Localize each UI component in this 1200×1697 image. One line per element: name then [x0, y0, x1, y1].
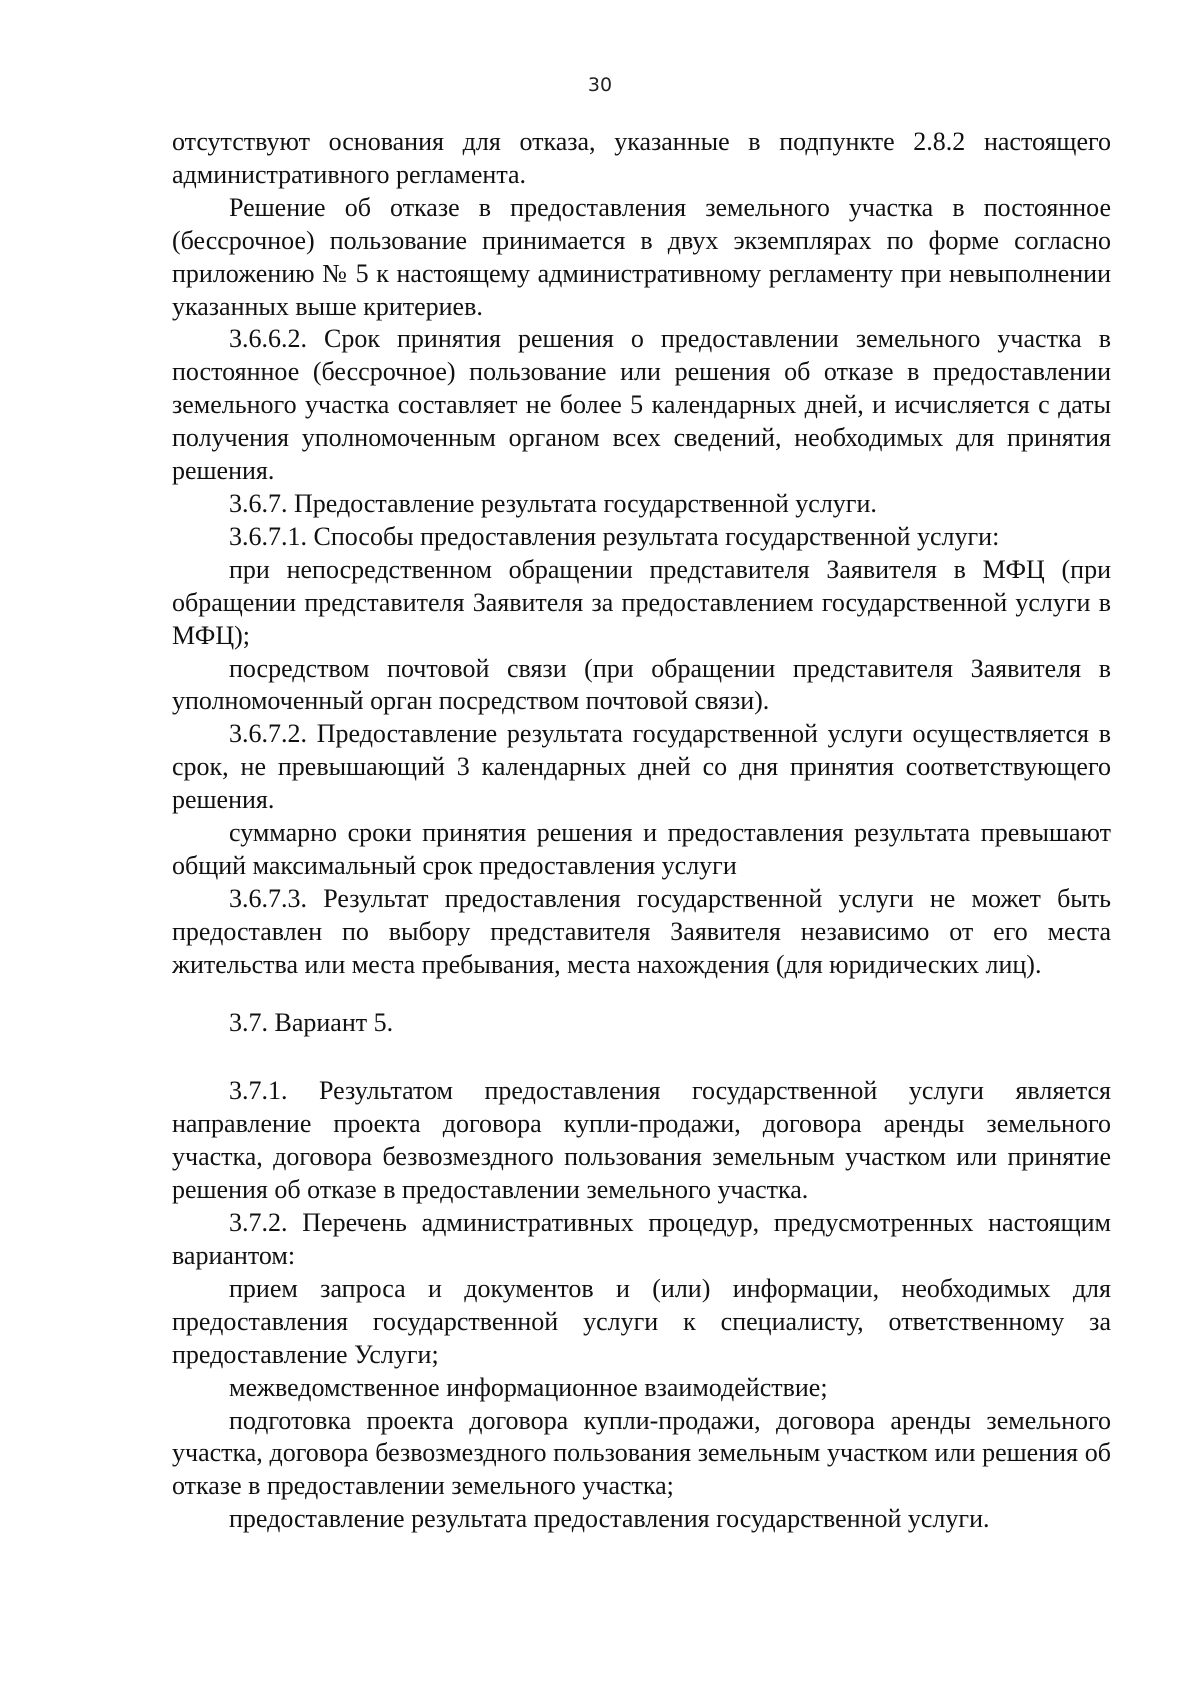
paragraph-3-7-1: 3.7.1. Результатом предоставления государственной услуги является направление проекта договора купли-продажи, договора аренды земельного участка, договора безвозмездного пользования земельным участком или принятие решения об отказе в предоставлении земельного участка.	[172, 1076, 1111, 1205]
paragraph-request-reception: прием запроса и документов и (или) информации, необходимых для предоставления государственной услуги к специалисту, ответственному за предоставление Услуги;	[172, 1273, 1111, 1369]
paragraph-total-terms: суммарно сроки принятия решения и предоставления результата превышают общий максимальный срок предоставления услуги	[172, 818, 1111, 880]
document-body	[172, 126, 1111, 1536]
paragraph-contract-preparation: подготовка проекта договора купли-продажи, договора аренды земельного участка, договора безвозмездного пользования земельным участком или решения об отказе в предоставлении земельного участка;	[172, 1405, 1111, 1501]
paragraph-3-6-6-2: 3.6.6.2. Срок принятия решения о предоставлении земельного участка в постоянное (бессрочное) пользование или решения об отказе в предоставлении земельного участка составляет не более 5 календарных дней, и исчисляется с даты получения уполномоченным органом всех сведений, необходимых для принятия решения.	[172, 324, 1111, 486]
paragraph-refusal-decision: Решение об отказе в предоставления земельного участка в постоянное (бессрочное) пользование принимается в двух экземплярах по форме согласно приложению № 5 к настоящему административному регламенту при невыполнении указанных выше критериев.	[172, 192, 1111, 321]
paragraph-3-6-7-3: 3.6.7.3. Результат предоставления государственной услуги не может быть предоставлен по выбору представителя Заявителя независимо от его места жительства или места пребывания, места нахождения (для юридических лиц).	[172, 883, 1111, 979]
paragraph-3-6-7-1: 3.6.7.1. Способы предоставления результата государственной услуги:	[229, 521, 1000, 551]
section-heading-3-7: 3.7. Вариант 5.	[229, 1007, 394, 1037]
paragraph-result-delivery: предоставление результата предоставления государственной услуги.	[229, 1504, 990, 1534]
paragraph-mfc-method: при непосредственном обращении представителя Заявителя в МФЦ (при обращении представителя Заявителя за предоставлением государственной услуги в МФЦ);	[172, 554, 1111, 650]
paragraph-3-7-2: 3.7.2. Перечень административных процедур, предусмотренных настоящим вариантом:	[172, 1208, 1111, 1270]
paragraph-interagency: межведомственное информационное взаимодействие;	[229, 1372, 828, 1402]
page-number: 30	[587, 74, 613, 96]
paragraph-3-6-7-2: 3.6.7.2. Предоставление результата государственной услуги осуществляется в срок, не превышающий 3 календарных дней со дня принятия соответствующего решения.	[172, 719, 1111, 815]
paragraph-postal-method: посредством почтовой связи (при обращении представителя Заявителя в уполномоченный орган посредством почтовой связи).	[172, 653, 1111, 716]
paragraph-continuation: отсутствуют основания для отказа, указанные в подпункте 2.8.2 настоящего административного регламента.	[172, 127, 1111, 189]
paragraph-3-6-7: 3.6.7. Предоставление результата государственной услуги.	[229, 488, 877, 518]
